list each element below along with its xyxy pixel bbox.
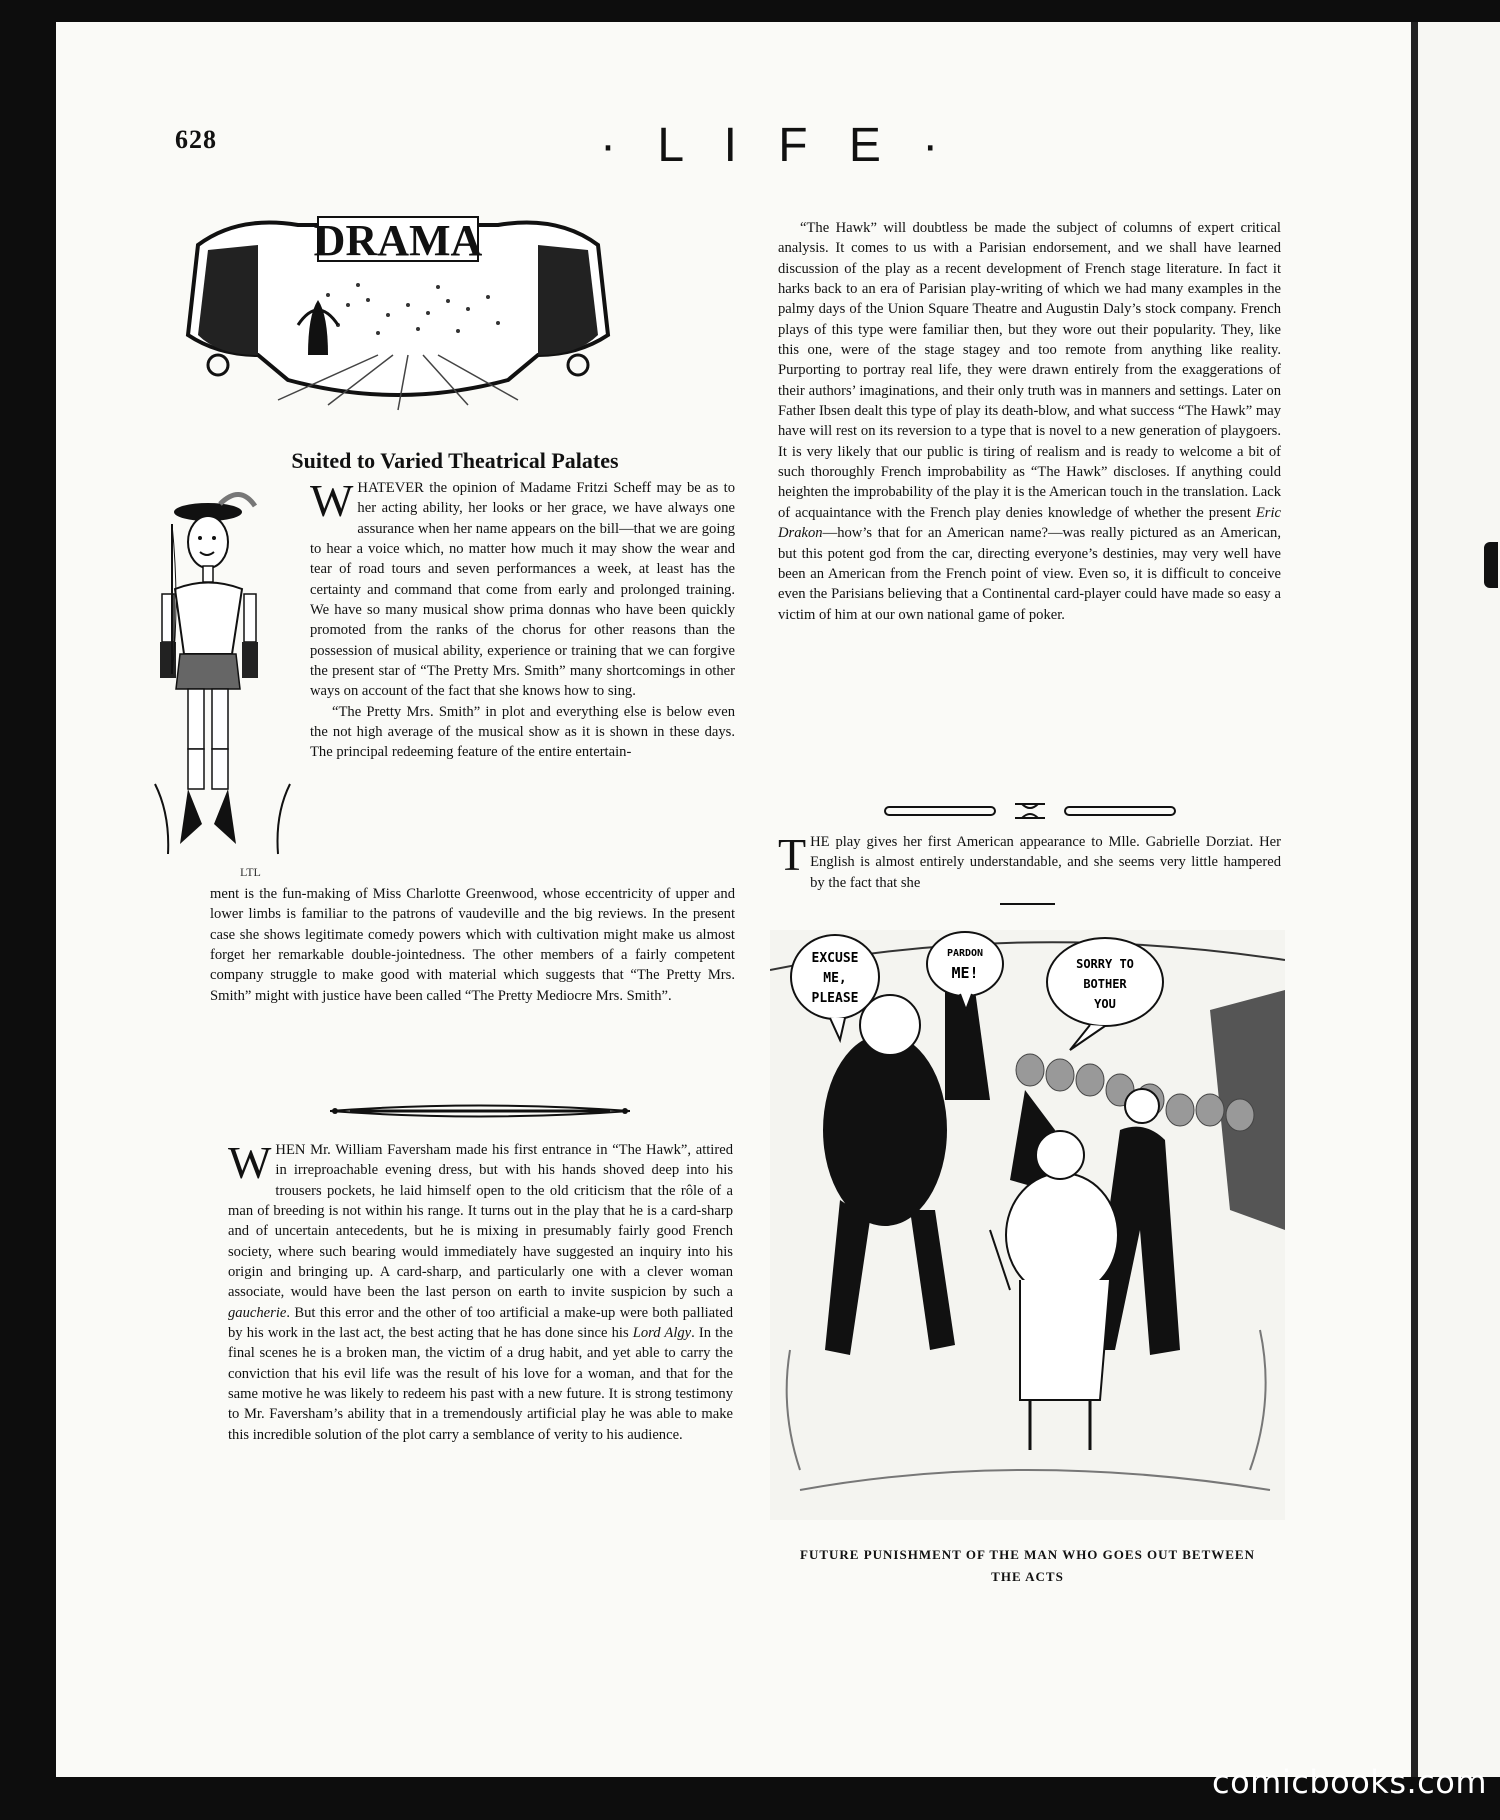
- puppet-illustration: [150, 484, 310, 884]
- dropcap-w: W: [310, 475, 354, 526]
- article2-text-b: . But this error and the other of too artificial a make-up were both palliated by his work in the last act, the best acting that he has done since his: [228, 1304, 733, 1342]
- italic-gaucherie: gaucherie: [228, 1304, 287, 1321]
- dropcap-w-2: W: [228, 1137, 272, 1188]
- facing-page-edge: [1418, 22, 1500, 1777]
- article1-intro: [310, 475, 735, 763]
- banner-title: DRAMA: [313, 216, 483, 265]
- dropcap-t: T: [778, 829, 807, 880]
- cartoon-illustration: [770, 930, 1285, 1520]
- article2-para2-b: —how’s that for an American name?—was really pictured as an American, but this potent god from the car, directing everyone’s destinies, may very well have been an American from the French point of view. Even so, it is difficult to conceive even the Parisians believing that a Continental card-player could have made so easy a victim of him at our own national game of poker.: [778, 525, 1281, 623]
- article-heading: Suited to Varied Theatrical Palates: [291, 448, 619, 473]
- bubble-excuse-line1: EXCUSE: [811, 951, 859, 966]
- italic-eric-drakon: Eric Drakon: [778, 504, 1281, 542]
- article2-opening: [228, 1137, 733, 1445]
- article2-continuation: [778, 218, 1281, 625]
- italic-lord-algy: Lord Algy: [632, 1325, 692, 1342]
- bubble-sorry-line3: YOU: [1094, 997, 1116, 1011]
- short-rule: [1000, 903, 1055, 905]
- article2-text-a: HEN Mr. William Faversham made his first entrance in “The Hawk”, attired in irreproachable evening dress, but with his hands shoved deep into his trousers pockets, he laid himself open to the old criticism that the rôle of a man of breeding is not within his range. It turns out in the play that he is a card-sharp and of uncertain antecedents, but he is mixing in presumably fairly good French society, where such bearing would immediately have suggested an inquiry into his origin and bringing up. A card-sharp, and particularly one with a clever woman associate, would have been the last person on earth to invite suspicion by such a: [228, 1142, 733, 1301]
- article2-text-c: . In the final scenes he is a broken man, the victim of a drug habit, and yet able to carry the conviction that his evil life was the result of his love for a woman, and that for the same motive he was likely to redeem his past with a new future. It is strong testimony to Mr. Faversham’s ability that in a tremendously artificial play he was able to make this incredible solution of the plot carry a semblance of verity to his audience.: [228, 1325, 733, 1443]
- article3-opening: [778, 829, 1281, 893]
- facing-page-mark: [1484, 542, 1498, 588]
- page-gutter: [1411, 22, 1418, 1777]
- article1-continuation: [210, 884, 735, 1006]
- page-number: 628: [175, 125, 217, 154]
- bubble-pardon-line1: PARDON: [946, 948, 984, 959]
- svg-text:LTL: LTL: [240, 865, 261, 879]
- article2-para2-a: “The Hawk” will doubtless be made the subject of columns of expert critical analysis. It comes to us with a Parisian endorsement, and we shall have learned discussion of the play as a recent development of French stage literature. In fact it harks back to an era of Parisian play-writing of which we had many examples in the palmy days of the Union Square Theatre and Augustin Daly’s stock company. French plays of this type were familiar then, but they wore out their popularity. They, like this one, were of the stage stagey and too remote from anything like reality. Purporting to portray real life, they were drawn entirely from the exaggerations of their authors’ imaginations, and their only truth was in manners and settings. Later on Father Ibsen dealt this type of play its death-blow, and what success “The Hawk” may have will rest on its reversion to a type that is novel to a new generation of playgoers. It is very likely that our public is tiring of realism and is ready to welcome a bit of such thoroughly French improbability as “The Hawk” discloses. If anything could heighten the improbability of the play it is the American touch in the translation. Lack of acquaintance with the French play denies knowledge of whether the present: [778, 220, 1281, 521]
- bubble-pardon-line2: ME!: [951, 964, 979, 982]
- caption-line-1: FUTURE PUNISHMENT OF THE MAN WHO GOES OUT BETWEEN: [800, 1547, 1255, 1562]
- ornamental-divider-2: [880, 798, 1180, 824]
- bubble-sorry-line1: SORRY TO: [1076, 957, 1134, 971]
- bubble-excuse-line3: PLEASE: [811, 991, 859, 1006]
- caption-line-2: THE ACTS: [991, 1569, 1064, 1584]
- article1-paragraph-1: HATEVER the opinion of Madame Fritzi Scheff may be as to her acting ability, her looks or her grace, we have always one assurance when her name appears on the bill—that we are going to hear a voice which, no matter how much it may show the wear and tear of road tours and seven performances a week, at least has the certainty and command that come from early and prolonged training. We have so many musical show prima donnas who have been quickly promoted from the ranks of the chorus for other reasons than the possession of musical ability, experience or training that we can forgive the present star of “The Pretty Mrs. Smith” many shortcomings in other ways on account of the fact that she knows how to sing.: [310, 480, 735, 700]
- article1-paragraph-2: “The Pretty Mrs. Smith” in plot and everything else is below even the not high average of the musical show as it is shown in these days. The principal redeeming feature of the entire entertain-: [310, 703, 735, 761]
- article1-paragraph-2-rest: ment is the fun-making of Miss Charlotte Greenwood, whose eccentricity of upper and lower limbs is familiar to the patrons of vaudeville and the big reviews. In the present case she shows legitimate comedy powers which with cultivation might make us almost forget her remarkable double-jointedness. The other members of a fairly competent company struggle to make good with material which suggests that “The Pretty Mrs. Smith” might with justice have been called “The Pretty Mediocre Mrs. Smith”.: [210, 886, 735, 1004]
- bubble-excuse-line2: ME,: [823, 971, 847, 986]
- cartoon-caption: [770, 1544, 1285, 1588]
- ornamental-divider: [330, 1100, 630, 1122]
- watermark: comicbooks.com: [1212, 1763, 1488, 1801]
- article3-paragraph: HE play gives her first American appearance to Mlle. Gabrielle Dorziat. Her English is almost entirely understandable, and she seems very little hampered by the fact that she: [810, 834, 1281, 891]
- magazine-masthead: · L I F E ·: [600, 119, 953, 172]
- drama-banner-illustration: [178, 205, 618, 415]
- bubble-sorry-line2: BOTHER: [1083, 977, 1127, 991]
